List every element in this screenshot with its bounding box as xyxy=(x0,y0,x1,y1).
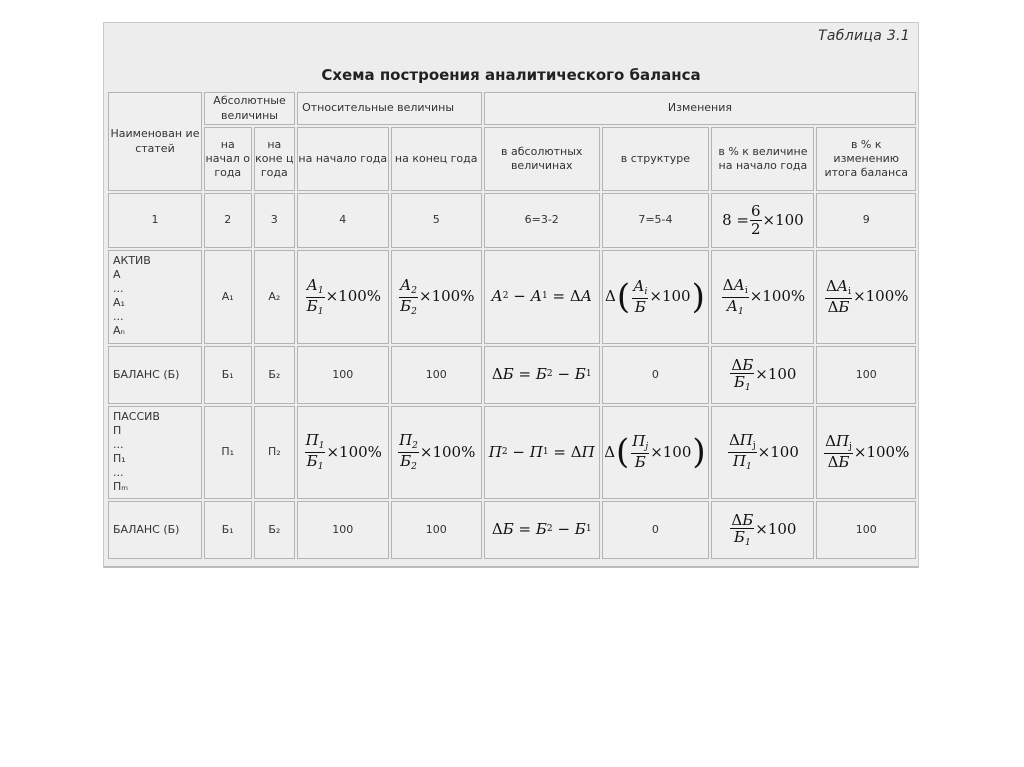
balance-pct-total: 100 xyxy=(816,346,916,404)
header-row-2 xyxy=(108,127,916,191)
col-number-3: 3 xyxy=(254,193,296,248)
header-ch-pct-start: в % к величине на начало года xyxy=(711,127,814,191)
balance-pct-start-formula: $\frac{\Delta Б}{Б_1}$ ×100 xyxy=(711,346,814,404)
aktiv-line: А₁ xyxy=(113,296,125,310)
col-number-5: 5 xyxy=(391,193,482,248)
balance-start: Б₁ xyxy=(204,346,252,404)
header-row-1 xyxy=(108,92,916,125)
aktiv-line: ... xyxy=(113,282,124,296)
passiv-rel-start-formula: $\frac{П_1}{Б_1}$ ×100% xyxy=(297,406,388,499)
aktiv-line: ... xyxy=(113,310,124,324)
aktiv-rel-start-formula: $\frac{А_1}{Б_1}$ ×100% xyxy=(297,250,388,344)
numbering-row xyxy=(108,193,916,248)
header-ch-struct: в структуре xyxy=(602,127,710,191)
balance-rel-start: 100 xyxy=(297,346,388,404)
passiv-line: Пₘ xyxy=(113,480,129,494)
balance-row-2 xyxy=(108,501,916,559)
passiv-pct-total-formula: $\frac{\Delta П_j}{\Delta Б}$ ×100% xyxy=(816,406,916,499)
table-caption: Таблица 3.1 xyxy=(818,28,910,44)
passiv-start: П₁ xyxy=(204,406,252,499)
passiv-label-cell xyxy=(108,406,202,499)
balance-label: БАЛАНС (Б) xyxy=(108,501,202,559)
header-absolute: Абсолютные величины xyxy=(204,92,295,125)
header-changes: Изменения xyxy=(484,92,916,125)
col-number-8-formula: 8 = $\frac{6}{2}$ ×100 xyxy=(711,193,814,248)
passiv-pct-start-formula: $\frac{\Delta П_j}{П_1}$ ×100 xyxy=(711,406,814,499)
passiv-label: ПАССИВ xyxy=(113,410,160,423)
passiv-change-abs-formula: П 2 − П 1 = Δ П xyxy=(484,406,600,499)
col-number-6: 6=3-2 xyxy=(484,193,600,248)
passiv-line: ... xyxy=(113,466,124,480)
header-abs-end: на коне ц года xyxy=(254,127,296,191)
table-title: Схема построения аналитического баланса xyxy=(321,66,701,84)
col-number-7: 7=5-4 xyxy=(602,193,710,248)
balance-table-wrapper xyxy=(106,90,918,561)
aktiv-change-abs-formula: А 2 − А 1 = Δ А xyxy=(484,250,600,344)
aktiv-end: А₂ xyxy=(254,250,296,344)
col-number-2: 2 xyxy=(204,193,252,248)
passiv-change-struct-formula: Δ ( $\frac{П_j}{Б}$ ×100 ) xyxy=(602,406,710,499)
analytical-balance-table xyxy=(106,90,918,561)
balance-row-1 xyxy=(108,346,916,404)
header-name: Наименован ие статей xyxy=(108,92,202,191)
balance-start: Б₁ xyxy=(204,501,252,559)
balance-label: БАЛАНС (Б) xyxy=(108,346,202,404)
aktiv-start: А₁ xyxy=(204,250,252,344)
header-rel-end: на конец года xyxy=(391,127,482,191)
balance-change-abs-formula: Δ Б = Б 2 − Б 1 xyxy=(484,346,600,404)
balance-change-struct: 0 xyxy=(602,346,710,404)
col-number-1: 1 xyxy=(108,193,202,248)
balance-rel-start: 100 xyxy=(297,501,388,559)
balance-rel-end: 100 xyxy=(391,346,482,404)
passiv-end: П₂ xyxy=(254,406,296,499)
aktiv-line: А xyxy=(113,268,121,282)
aktiv-label: АКТИВ xyxy=(113,254,151,267)
header-abs-start: на начал о года xyxy=(204,127,252,191)
header-relative: Относительные величины xyxy=(297,92,482,125)
aktiv-change-struct-formula: Δ ( $\frac{А_i}{Б}$ ×100 ) xyxy=(602,250,710,344)
col-number-4: 4 xyxy=(297,193,388,248)
balance-end: Б₂ xyxy=(254,346,296,404)
aktiv-row xyxy=(108,250,916,344)
header-ch-pct-total: в % к изменению итога баланса xyxy=(816,127,916,191)
passiv-line: П xyxy=(113,424,122,438)
passiv-line: ... xyxy=(113,438,124,452)
passiv-rel-end-formula: $\frac{П_2}{Б_2}$ ×100% xyxy=(391,406,482,499)
aktiv-pct-total-formula: $\frac{\Delta А_i}{\Delta Б}$ ×100% xyxy=(816,250,916,344)
balance-pct-total: 100 xyxy=(816,501,916,559)
document-sheet xyxy=(103,22,919,568)
balance-change-struct: 0 xyxy=(602,501,710,559)
aktiv-line: Аₙ xyxy=(113,324,125,338)
balance-pct-start-formula: $\frac{\Delta Б}{Б_1}$ ×100 xyxy=(711,501,814,559)
passiv-line: П₁ xyxy=(113,452,126,466)
aktiv-pct-start-formula: $\frac{\Delta А_i}{А_1}$ ×100% xyxy=(711,250,814,344)
balance-change-abs-formula: Δ Б = Б 2 − Б 1 xyxy=(484,501,600,559)
header-ch-abs: в абсолютных величинах xyxy=(484,127,600,191)
balance-rel-end: 100 xyxy=(391,501,482,559)
header-rel-start: на начало года xyxy=(297,127,388,191)
passiv-row xyxy=(108,406,916,499)
col-number-9: 9 xyxy=(816,193,916,248)
aktiv-label-cell xyxy=(108,250,202,344)
aktiv-rel-end-formula: $\frac{А_2}{Б_2}$ ×100% xyxy=(391,250,482,344)
balance-end: Б₂ xyxy=(254,501,296,559)
